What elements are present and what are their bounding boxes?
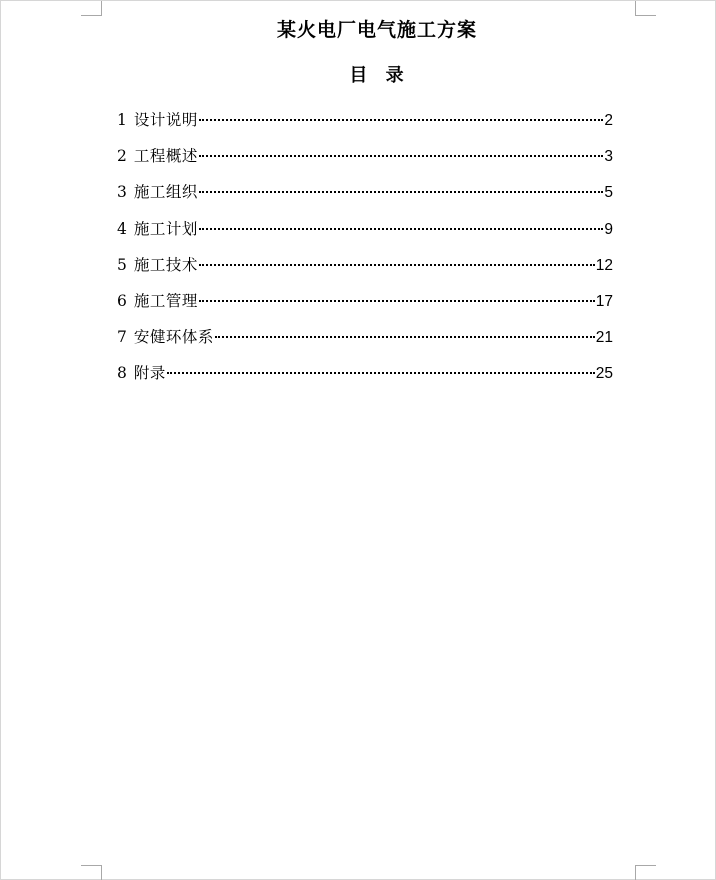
toc-entry-number: 1 (117, 111, 127, 129)
toc-entry-number: 6 (117, 291, 127, 310)
toc-entry-page: 17 (595, 292, 613, 310)
toc-entry-page: 2 (604, 112, 613, 129)
toc-entry-number: 7 (117, 328, 127, 347)
toc-entry-number: 5 (117, 255, 127, 274)
toc-entry-number: 4 (117, 219, 127, 238)
toc-dot-leader (199, 264, 595, 266)
crop-mark-top-right (635, 1, 656, 16)
toc-entry-number: 8 (117, 364, 127, 383)
toc-entry-page: 21 (595, 329, 613, 347)
crop-mark-bottom-right (635, 865, 656, 880)
toc-dot-leader (199, 119, 603, 121)
toc-entry-8[interactable] (117, 362, 613, 398)
toc-entry-title: 施工技术 (133, 255, 198, 274)
toc-entry-3[interactable] (117, 181, 613, 217)
toc-dot-leader (199, 155, 603, 157)
toc-entry-title: 施工组织 (133, 183, 198, 202)
toc-dot-leader (199, 228, 603, 230)
document-title: 某火电厂电气施工方案 (276, 19, 477, 41)
toc-entry-number: 3 (117, 183, 127, 202)
toc-dot-leader (199, 191, 603, 193)
toc-entry-title: 设计说明 (133, 111, 198, 129)
toc-entry-page: 5 (604, 184, 613, 202)
table-of-contents (117, 109, 613, 399)
toc-entry-title: 施工管理 (133, 291, 198, 310)
toc-entry-page: 25 (595, 365, 613, 383)
toc-entry-5[interactable] (117, 254, 613, 290)
toc-entry-title: 安健环体系 (133, 328, 214, 347)
toc-dot-leader (167, 372, 595, 374)
toc-entry-title: 施工计划 (133, 219, 198, 238)
toc-entry-number: 2 (117, 147, 127, 166)
crop-mark-top-left (81, 1, 102, 16)
toc-entry-4[interactable] (117, 218, 613, 254)
toc-entry-1[interactable] (117, 109, 613, 145)
toc-heading: 目 录 (349, 65, 405, 86)
toc-dot-leader (199, 300, 595, 302)
toc-entry-7[interactable] (117, 326, 613, 362)
toc-dot-leader (215, 336, 595, 338)
toc-entry-title: 工程概述 (133, 147, 198, 166)
toc-entry-2[interactable] (117, 145, 613, 181)
toc-entry-page: 3 (604, 148, 613, 166)
toc-entry-page: 9 (604, 220, 613, 238)
toc-entry-page: 12 (595, 256, 613, 274)
toc-entry-title: 附录 (133, 364, 166, 383)
crop-mark-bottom-left (81, 865, 102, 880)
toc-entry-6[interactable] (117, 290, 613, 326)
